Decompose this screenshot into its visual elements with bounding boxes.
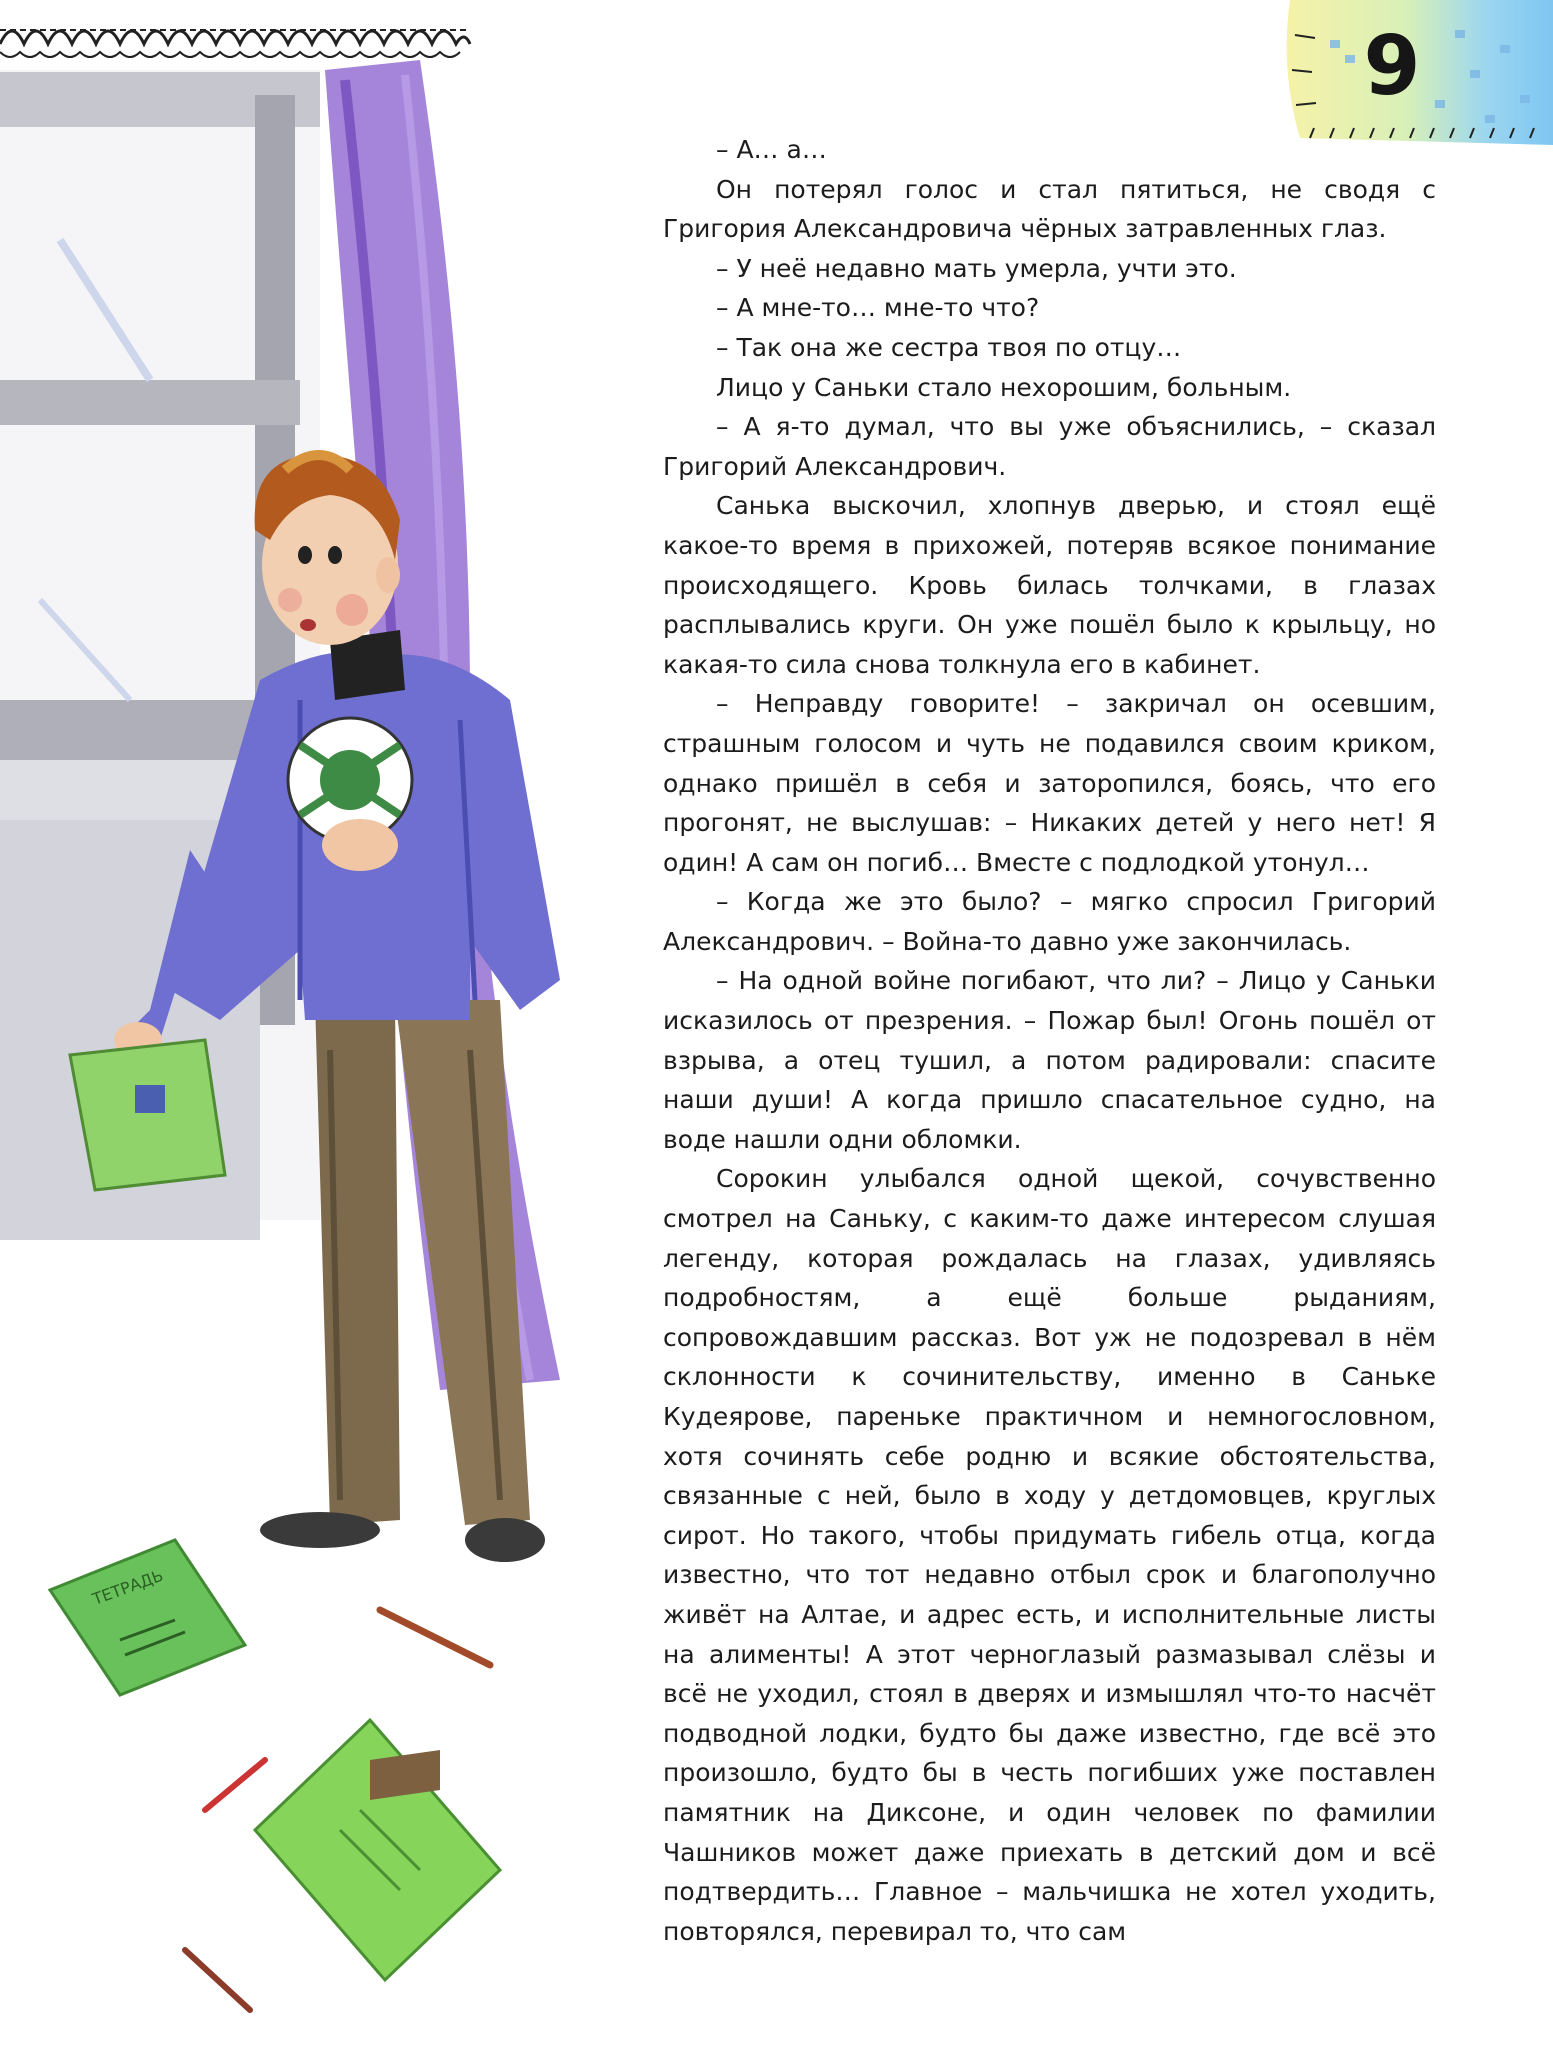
pencil-3 (185, 1950, 250, 2010)
boy-illustration (0, 0, 650, 2048)
lace-border (0, 18, 470, 57)
floor-notebook-2 (255, 1720, 500, 1980)
paragraph: – А мне-то… мне-то что? (716, 293, 1040, 323)
paragraph: Сорокин улыбался одной щекой, сочувственно смотрел на Саньку, с каким-то даже интересом слушая легенду, которая рождалась на глазах, удивляясь подробностям, а ещё больше рыданиям, сопровождавшим рассказ. Вот уж не подозревал в нём склонности к сочинительству, именно в Саньке Кудеярове, пареньке практичном и немногословном, хотя сочинять себе родню и всякие обстоятельства, связанные с ней, было в ходу у детдомовцев, круглых сирот. Но такого, чтобы придумать гибель отца, когда известно, что тот недавно отбыл срок и благополучно живёт на Алтае, и адрес есть, и исполнительные листы на алименты! А этот черноглазый размазывал слёзы и всё не уходил, стоял в дверях и измышлял что-то насчёт подводной лодки, будто бы даже известно, где всё это произошло, будто бы в честь погибших уже поставлен памятник на Диксоне, и один человек по фамилии Чашников может даже приехать в детский дом и всё подтвердить… Главное – мальчишка не хотел уходить, повторялся, перевирал то, что сам (663, 1164, 1436, 1946)
paragraph: – Неправду говорите! – закричал он осевшим, страшным голосом и чуть не подавился своим криком, однако пришёл в себя и заторопился, боясь, что его прогонят, не выслушав: – Никаких детей у него нет! Я один! А сам он погиб… Вместе с подлодкой утонул… (663, 689, 1436, 877)
paragraph: Лицо у Саньки стало нехорошим, больным. (716, 372, 1292, 402)
paragraph: – Когда же это было? – мягко спросил Григорий Александрович. – Война-то давно уже закончилась. (663, 887, 1436, 956)
pencil-2 (205, 1760, 265, 1810)
story-text (663, 130, 1436, 1951)
paragraph: – У неё недавно мать умерла, учти это. (716, 253, 1237, 283)
pencil-1 (380, 1610, 490, 1665)
floor-notebook-1 (50, 1540, 245, 1695)
page-number: 9 (1363, 19, 1421, 114)
held-notebook (70, 1040, 225, 1190)
paragraph: – Так она же сестра твоя по отцу… (716, 332, 1182, 362)
paragraph: – На одной войне погибают, что ли? – Лицо у Саньки исказилось от презрения. – Пожар был! Огонь пошёл от взрыва, а отец тушил, а потом радировали: спасите наши души! А когда пришло спасательное судно, на воде нашли одни обломки. (663, 966, 1436, 1154)
paragraph: Он потерял голос и стал пятиться, не сводя с Григория Александровича чёрных затравленных глаз. (663, 174, 1436, 244)
paragraph: – А я-то думал, что вы уже объяснились, – сказал Григорий Александрович. (663, 412, 1436, 481)
paragraph: Санька выскочил, хлопнув дверью, и стоял ещё какое-то время в прихожей, потеряв всякое понимание происходящего. Кровь билась толчками, в глазах расплывались круги. Он уже пошёл было к крыльцу, но какая-то сила снова толкнула его в кабинет. (663, 491, 1436, 679)
paragraph: – А… а… (716, 135, 827, 164)
svg-text:ТЕТРАДЬ: ТЕТРАДЬ (89, 1565, 166, 1609)
